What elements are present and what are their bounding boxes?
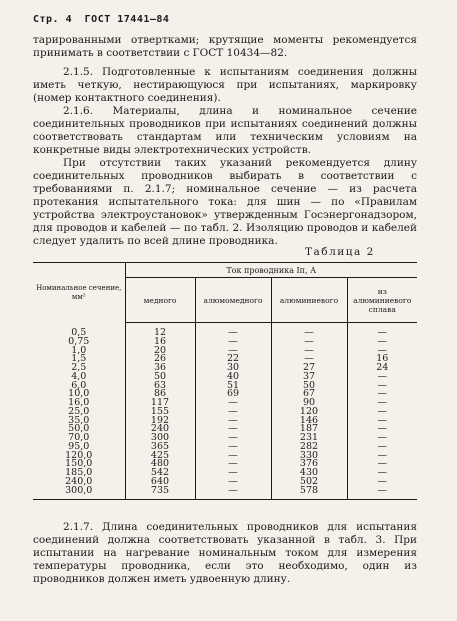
- table-cell-alloy: —: [377, 327, 387, 338]
- table-cell-al: 37: [271, 373, 347, 382]
- table-cell-am: —: [195, 478, 271, 487]
- page-number: Стр. 4: [33, 14, 73, 25]
- table-cell-sec: 1,5: [33, 355, 125, 364]
- table-cell-al: 120: [271, 408, 347, 417]
- table-cell-am: —: [195, 417, 271, 426]
- table-cell-al: 67: [271, 390, 347, 399]
- table-cell-cu: 20: [125, 347, 195, 356]
- table-cell-cu: 12: [125, 323, 195, 338]
- table-cell-alloy: —: [377, 388, 387, 400]
- table-cell-alloy: —: [377, 405, 387, 417]
- table-row: [33, 355, 417, 364]
- header-alloy: из алюминиевого сплава: [347, 278, 417, 323]
- table-cell-cu: 425: [125, 452, 195, 461]
- table-cell-am: 69: [195, 390, 271, 399]
- table-row: [33, 390, 417, 399]
- header-aluminium: алюминиевого: [271, 278, 347, 323]
- table-cell-al: 502: [271, 478, 347, 487]
- table-row: [33, 364, 417, 373]
- table-cell-alloy: —: [377, 370, 387, 382]
- table-cell-cu: 480: [125, 460, 195, 469]
- table-cell-sec: 4,0: [33, 373, 125, 382]
- table-cell-cu: 640: [125, 478, 195, 487]
- paragraph-2-1-7: 2.1.7. Длина соединительных проводников для испытания соединений должна соответствовать указанной в табл. 3. При испытании на нагревание номинальным током для измерения температуры проводника, если это необходимо, один из проводников должен иметь удвоенную длину.: [33, 521, 417, 585]
- table-cell-am: —: [195, 452, 271, 461]
- table-cell-alloy: —: [377, 432, 387, 443]
- table-cell-alloy: —: [377, 379, 387, 391]
- page-header: [33, 14, 175, 25]
- table-cell-al: 50: [271, 382, 347, 391]
- table-cell-am: 40: [195, 373, 271, 382]
- table-cell-al: —: [271, 323, 347, 338]
- table-cell-al: 330: [271, 452, 347, 461]
- table-cell-sec: 185,0: [33, 469, 125, 478]
- table-cell-am: —: [195, 347, 271, 356]
- table-row: [33, 417, 417, 426]
- conductor-table: [33, 262, 417, 500]
- table-cell-cu: 300: [125, 434, 195, 443]
- table-row: [33, 487, 417, 500]
- table-cell-am: 30: [195, 364, 271, 373]
- table-cell-al: 90: [271, 399, 347, 408]
- table-cell-cu: 240: [125, 425, 195, 434]
- table-cell-sec: 150,0: [33, 460, 125, 469]
- paragraph-no-instructions: При отсутствии таких указаний рекомендуется длину соединительных проводников выбирать в соответствии с требованиями п. 2.1.7; номинальное сечение — из расчета протекания испытательного тока: для шин — по «Правилам устройства электроустановок» утвержденным Госэнергонадзором, для проводов и кабелей — по табл. 2. Изоляцию проводов и кабелей следует удалить по всей длине проводника.: [33, 157, 417, 247]
- table-cell-cu: 542: [125, 469, 195, 478]
- table-row: [33, 347, 417, 356]
- table-cell-alloy: —: [377, 458, 387, 470]
- table-row: [33, 408, 417, 417]
- table-cell-am: —: [195, 338, 271, 347]
- table-cell-am: —: [195, 408, 271, 417]
- table-cell-am: —: [195, 460, 271, 469]
- table-cell-sec: 1,0: [33, 347, 125, 356]
- table-cell-cu: 36: [125, 364, 195, 373]
- table-cell-cu: 16: [125, 338, 195, 347]
- paragraph-2-1-6: 2.1.6. Материалы, длина и номинальное сечение соединительных проводников при испытаниях соединений должны соответствовать стандартам или техническим условиям на конкретные виды электротехнических устройств.: [33, 105, 417, 156]
- table-cell-sec: 95,0: [33, 443, 125, 452]
- paragraph-2-1-5: 2.1.5. Подготовленные к испытаниям соединения должны иметь четкую, нестирающуюся при испытаниях, маркировку (номер контактного соединения).: [33, 66, 417, 104]
- table-cell-cu: 86: [125, 390, 195, 399]
- table-cell-al: 187: [271, 425, 347, 434]
- table-cell-cu: 735: [125, 487, 195, 500]
- table-cell-alloy: 16: [376, 353, 389, 365]
- table-cell-am: 22: [195, 355, 271, 364]
- table-cell-al: —: [271, 338, 347, 347]
- header-section: Номинальное сечение, мм²: [33, 263, 125, 323]
- table-cell-alloy: —: [377, 467, 387, 478]
- table-cell-al: —: [271, 355, 347, 364]
- table-cell-cu: 365: [125, 443, 195, 452]
- table-cell-al: —: [271, 347, 347, 356]
- table-cell-am: —: [195, 425, 271, 434]
- table-cell-sec: 70,0: [33, 434, 125, 443]
- table-cell-alloy: —: [377, 475, 387, 487]
- table-cell-am: 51: [195, 382, 271, 391]
- table-cell-alloy: —: [377, 335, 387, 347]
- table-cell-alloy: —: [347, 487, 417, 500]
- table-cell-cu: 155: [125, 408, 195, 417]
- table-cell-am: —: [195, 469, 271, 478]
- table-cell-sec: 6,0: [33, 382, 125, 391]
- table-cell-alloy: —: [377, 397, 387, 408]
- table-cell-alloy: —: [377, 414, 387, 426]
- table-cell-alloy: —: [377, 344, 387, 356]
- table-row: [33, 382, 417, 391]
- table-cell-al: 578: [271, 487, 347, 500]
- table-cell-am: —: [195, 487, 271, 500]
- table-cell-cu: 192: [125, 417, 195, 426]
- table-cell-al: 430: [271, 469, 347, 478]
- header-copper: медного: [125, 278, 195, 323]
- table-cell-am: —: [195, 443, 271, 452]
- table-cell-al: 27: [271, 364, 347, 373]
- table-row: [33, 323, 417, 338]
- table-cell-cu: 63: [125, 382, 195, 391]
- table-cell-sec: 10,0: [33, 390, 125, 399]
- table-cell-alloy: 24: [376, 362, 389, 373]
- paragraph-torque: тарированными отвертками; крутящие моменты рекомендуется принимать в соответствии с ГОСТ 10434—82.: [33, 34, 417, 59]
- table-cell-sec: 50,0: [33, 425, 125, 434]
- table-cell-sec: 0,5: [33, 323, 125, 338]
- table-cell-sec: 240,0: [33, 478, 125, 487]
- table-cell-sec: 120,0: [33, 452, 125, 461]
- table-cell-am: —: [195, 399, 271, 408]
- table-cell-al: 376: [271, 460, 347, 469]
- table-cell-alloy: —: [377, 440, 387, 452]
- table-row: [33, 399, 417, 408]
- table-cell-sec: 300,0: [33, 487, 125, 500]
- table-cell-alloy: —: [377, 423, 387, 435]
- header-alumocopper: алюмомедного: [195, 278, 271, 323]
- table-cell-sec: 2,5: [33, 364, 125, 373]
- table-cell-al: 282: [271, 443, 347, 452]
- table-cell-cu: 50: [125, 373, 195, 382]
- table-row: [33, 338, 417, 347]
- table-row: [33, 425, 417, 434]
- table-cell-alloy: —: [377, 449, 387, 461]
- table-cell-am: —: [195, 323, 271, 338]
- table-cell-al: 146: [271, 417, 347, 426]
- table-cell-sec: 25,0: [33, 408, 125, 417]
- table-cell-sec: 16,0: [33, 399, 125, 408]
- table-cell-am: —: [195, 434, 271, 443]
- table-cell-sec: 0,75: [33, 338, 125, 347]
- table-cell-cu: 117: [125, 399, 195, 408]
- table-row: [33, 434, 417, 443]
- table-cell-cu: 26: [125, 355, 195, 364]
- table-cell-sec: 35,0: [33, 417, 125, 426]
- header-current: Ток проводника Iп, А: [125, 263, 417, 278]
- standard-number: ГОСТ 17441—84: [84, 14, 170, 25]
- table-cell-al: 231: [271, 434, 347, 443]
- table-row: [33, 373, 417, 382]
- table-title: Таблица 2: [305, 246, 375, 258]
